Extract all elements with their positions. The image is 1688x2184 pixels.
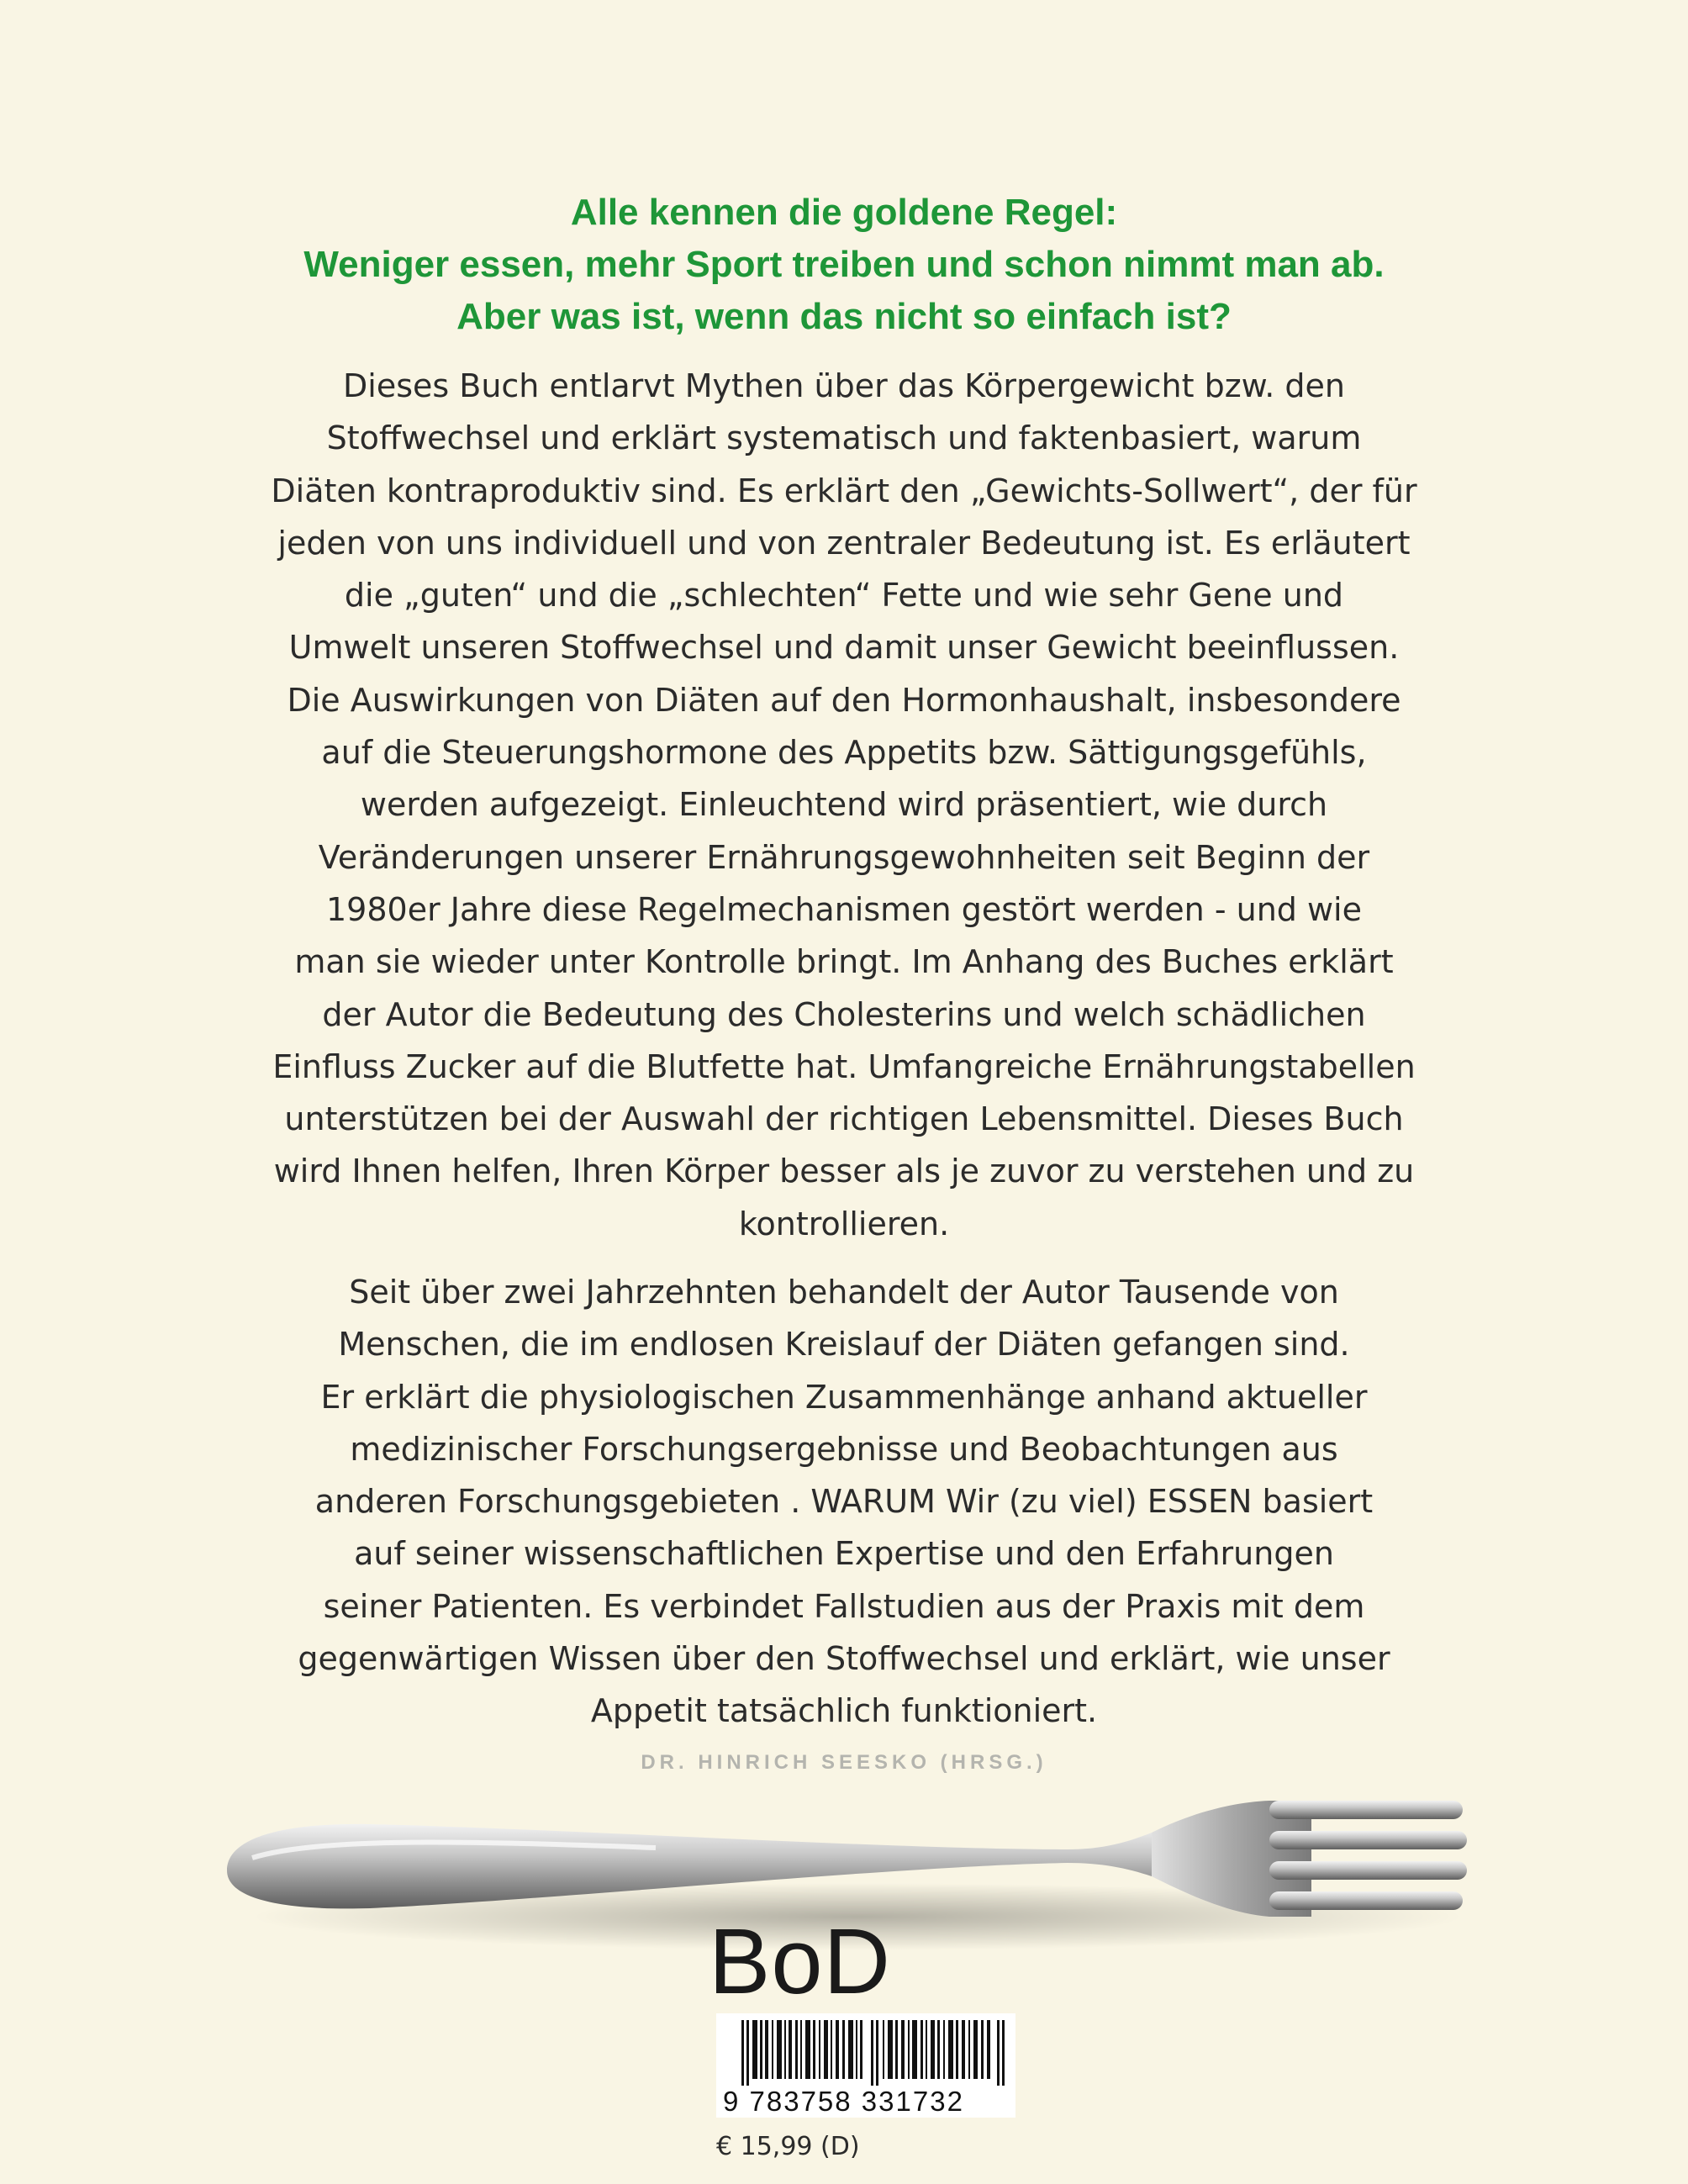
text-line: anderen Forschungsgebieten . WARUM Wir (zu viel) ESSEN basiert bbox=[314, 1483, 1374, 1521]
text-line: Appetit tatsächlich funktioniert. bbox=[590, 1692, 1098, 1730]
text-line: medizinischer Forschungsergebnisse und Beobachtungen aus bbox=[350, 1430, 1338, 1468]
text-line: unterstützen bei der Auswahl der richtigen Lebensmittel. Dieses Buch bbox=[284, 1100, 1404, 1138]
text-line: Er erklärt die physiologischen Zusammenhänge anhand aktueller bbox=[320, 1378, 1368, 1416]
text-line: 1980er Jahre diese Regelmechanismen gestört werden - und wie bbox=[325, 890, 1362, 928]
publisher-logo: BoD bbox=[709, 1910, 891, 2013]
description-paragraph-1 bbox=[0, 360, 1688, 1250]
barcode-bars bbox=[741, 2020, 1009, 2086]
text-line: Die Auswirkungen von Diäten auf den Hormonhaushalt, insbesondere bbox=[287, 681, 1401, 719]
text-line: auf die Steuerungshormone des Appetits bzw. Sättigungsgefühls, bbox=[321, 734, 1367, 772]
text-line: wird Ihnen helfen, Ihren Körper besser als je zuvor zu verstehen und zu bbox=[273, 1153, 1415, 1190]
text-line: Dieses Buch entlarvt Mythen über das Körpergewicht bzw. den bbox=[343, 367, 1345, 404]
text-line: der Autor die Bedeutung des Cholesterins und welch schädlichen bbox=[322, 995, 1366, 1033]
text-line: jeden von uns individuell und von zentraler Bedeutung ist. Es erläutert bbox=[277, 524, 1411, 562]
text-line: Einfluss Zucker auf die Blutfette hat. Umfangreiche Ernährungstabellen bbox=[272, 1047, 1416, 1085]
barcode bbox=[716, 2013, 1015, 2118]
text-line: gegenwärtigen Wissen über den Stoffwechsel und erklärt, wie unser bbox=[298, 1640, 1390, 1678]
text-line: Seit über zwei Jahrzehnten behandelt der Autor Tausende von bbox=[349, 1274, 1339, 1311]
text-line: Veränderungen unserer Ernährungsgewohnheiten seit Beginn der bbox=[318, 838, 1370, 876]
text-line: seiner Patienten. Es verbindet Fallstudien aus der Praxis mit dem bbox=[323, 1587, 1365, 1625]
text-line: die „guten“ und die „schlechten“ Fette und wie sehr Gene und bbox=[344, 577, 1344, 615]
text-line: Diäten kontraproduktiv sind. Es erklärt den „Gewichts-Sollwert“, der für bbox=[271, 472, 1417, 509]
text-line: werden aufgezeigt. Einleuchtend wird präsentiert, wie durch bbox=[360, 786, 1328, 824]
text-line: Menschen, die im endlosen Kreislauf der Diäten gefangen sind. bbox=[338, 1326, 1350, 1364]
headline-line-1: Alle kennen die goldene Regel: bbox=[570, 192, 1118, 233]
text-line: Stoffwechsel und erklärt systematisch und faktenbasiert, warum bbox=[326, 419, 1362, 457]
text-line: Umwelt unseren Stoffwechsel und damit unser Gewicht beeinflussen. bbox=[288, 629, 1400, 667]
price-label: € 15,99 (D) bbox=[716, 2132, 860, 2161]
description-paragraph-2 bbox=[0, 1266, 1688, 1738]
text-line: kontrollieren. bbox=[738, 1205, 950, 1242]
text-line: auf seiner wissenschaftlichen Expertise und den Erfahrungen bbox=[354, 1535, 1334, 1573]
author-name: DR. HINRICH SEESKO (HRSG.) bbox=[641, 1751, 1047, 1774]
headline-line-3: Aber was ist, wenn das nicht so einfach ist? bbox=[456, 296, 1232, 337]
headline-line-2: Weniger essen, mehr Sport treiben und schon nimmt man ab. bbox=[303, 244, 1385, 285]
isbn-digits: 9 783758 331732 bbox=[723, 2086, 964, 2117]
text-line: man sie wieder unter Kontrolle bringt. Im Anhang des Buches erklärt bbox=[294, 943, 1394, 981]
headline bbox=[0, 187, 1688, 343]
